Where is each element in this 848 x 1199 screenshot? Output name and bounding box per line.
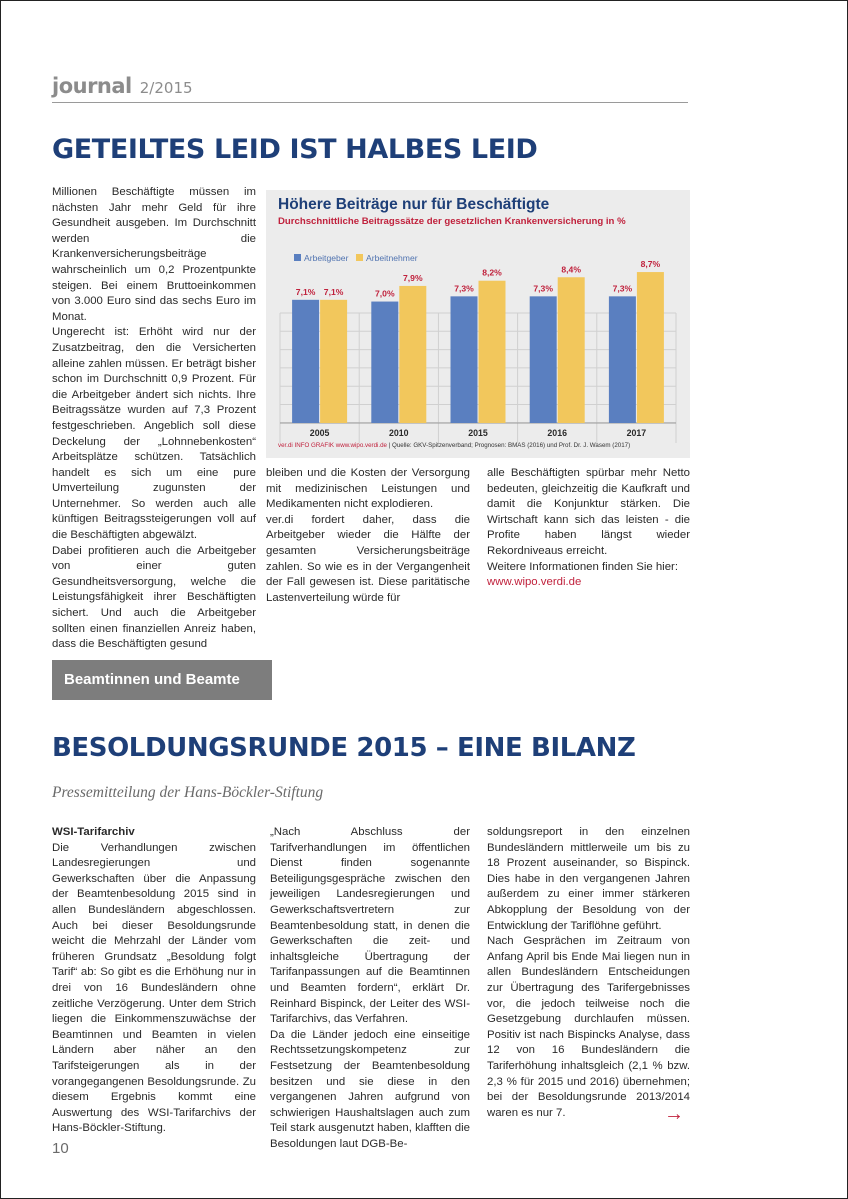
chart-source-text: Quelle: GKV-Spitzenverband; Prognosen: BMAS (2016) und Prof. Dr. J. Wasem (2017) bbox=[392, 442, 631, 449]
bar-arbeitnehmer-2017 bbox=[637, 272, 664, 423]
bar-arbeitgeber-2017 bbox=[609, 296, 636, 423]
data-label: 7,3% bbox=[533, 283, 553, 294]
paragraph: soldungsreport in den einzelnen Bundesländern mittlerweile um bis zu 18 Prozent auseinander, so Bispinck. Dies habe in den vergangenen Jahren außerdem zu einer immer stärkeren Abkopplung der Besoldung von der Entwicklung der Tariflöhne geführt. bbox=[487, 826, 690, 932]
bar-arbeitgeber-2010 bbox=[371, 302, 398, 423]
paragraph: ver.di fordert daher, dass die Arbeitgeber wieder die Hälfte der gesamten Versicherungsbeiträge zahlen. So wie es in der Vergangenheit der Fall gewesen ist. Diese paritätische Lastenverteilung würde für bbox=[266, 513, 470, 604]
chart-title: Höhere Beiträge nur für Beschäftigte bbox=[278, 196, 550, 213]
data-label: 8,7% bbox=[640, 259, 661, 270]
bar-arbeitgeber-2015 bbox=[451, 296, 478, 423]
data-label: 7,3% bbox=[454, 283, 474, 294]
data-label: 7,1% bbox=[295, 286, 316, 297]
wipo-link[interactable]: www.wipo.verdi.de bbox=[487, 576, 582, 589]
page-number: 10 bbox=[52, 1140, 69, 1157]
data-label: 7,9% bbox=[403, 272, 423, 283]
bar-arbeitgeber-2005 bbox=[292, 300, 319, 423]
article-title: GETEILTES LEID IST HALBES LEID bbox=[52, 134, 538, 165]
x-tick-label: 2017 bbox=[626, 428, 647, 438]
bar-arbeitnehmer-2005 bbox=[320, 300, 347, 423]
article-subtitle: Pressemitteilung der Hans-Böckler-Stiftung bbox=[52, 784, 324, 801]
data-label: 7,3% bbox=[612, 283, 633, 294]
journal-header bbox=[52, 74, 688, 103]
paragraph: Da die Länder jedoch eine einseitige Rechtssetzungskompetenz zur Festsetzung der Beamtenbesoldung besitzen und sie diese in den vergangenen Jahren aufgrund von schwierigen Haushaltslagen auch zum Teil stark ausgenutzt haben, klafften die Besoldungen laut DGB-Be- bbox=[270, 1028, 470, 1150]
legend-label: Arbeitgeber bbox=[304, 253, 349, 263]
x-tick-label: 2010 bbox=[389, 428, 409, 438]
chart-source-url: ver.di INFO GRAFIK www.wipo.verdi.de bbox=[278, 442, 387, 449]
section-label: Beamtinnen und Beamte bbox=[52, 660, 272, 700]
article-column-3 bbox=[487, 825, 690, 1121]
article-column-1 bbox=[52, 185, 256, 653]
data-label: 8,2% bbox=[482, 267, 502, 278]
chart-source: ver.di INFO GRAFIK www.wipo.verdi.de | Quelle: GKV-Spitzenverband; Prognosen: BMAS (2016) und Prof. Dr. J. Wasem (2017) bbox=[278, 442, 631, 449]
chart-plot bbox=[266, 190, 690, 458]
paragraph: bleiben und die Kosten der Versorgung mit medizinischen Leistungen und Medikamenten nicht explodieren. bbox=[266, 467, 470, 511]
article-column-1 bbox=[52, 825, 256, 1137]
bar-arbeitgeber-2016 bbox=[530, 296, 557, 423]
subheading: WSI-Tarifarchiv bbox=[52, 826, 135, 838]
data-label: 7,1% bbox=[323, 286, 344, 297]
paragraph: Dabei profitieren auch die Arbeitgeber von einer guten Gesundheitsversorgung, welche die Leistungsfähigkeit ihrer Beschäftigten sichert. Und auch die Arbeitgeber sollten einen finanziellen Anreiz haben, dass die Beschäftigten gesund bbox=[52, 544, 256, 651]
more-info-text: Weitere Informationen finden Sie hier: bbox=[487, 560, 679, 573]
paragraph: Die Verhandlungen zwischen Landesregierungen und Gewerkschaften über die Anpassung der Beamtenbesoldung 2015 sind in allen Bundesländern abgeschlossen. Auch bei dieser Besoldungsrunde weicht die Mehrzahl der Länder vom früheren Grundsatz „Besoldung folgt Tarif“ ab: So gibt es die Erhöhung nur in drei von 16 Bundesländern ohne zeitliche Verzögerung. Unter dem Strich liegen die Einkommenszuwächse der Beamtinnen und Beamten in vielen Ländern aber näher an den Tarifsteigerungen als in der vorangegangenen Besoldungsrunde. Zu diesem Ergebnis kommt eine Auswertung des WSI-Tarifarchivs der Hans-Böckler-Stiftung. bbox=[52, 841, 256, 1135]
paragraph: alle Beschäftigten spürbar mehr Netto bedeuten, gleichzeitig die Kaufkraft und damit die Konjunktur stärken. Die Wirtschaft kann sich das leisten - die Profite haben längst wieder Rekordniveaus erreicht. bbox=[487, 467, 690, 557]
paragraph: Ungerecht ist: Erhöht wird nur der Zusatzbeitrag, den die Versicherten alleine zahlen müssen. Er beträgt bisher schon im Durchschnitt 0,9 Prozent. Für die Arbeitgeber ändert sich nichts. Ihre Beitragssätze wurden auf 7,3 Prozent festgeschrieben. Angeblich soll diese Deckelung der „Lohnnebenkosten“ Arbeitsplätze schützen. Tatsächlich handelt es sich um eine pure Umverteilung zugunsten der Unternehmer. So werden auch alle künftigen Beitragssteigerungen voll auf die Beschäftigten abgewälzt. bbox=[52, 326, 256, 542]
article-title: BESOLDUNGSRUNDE 2015 – EINE BILANZ bbox=[52, 733, 636, 763]
data-label: 8,4% bbox=[561, 264, 581, 275]
chart-subtitle: Durchschnittliche Beitragssätze der gesetzlichen Krankenversicherung in % bbox=[278, 216, 626, 227]
bar-arbeitnehmer-2010 bbox=[399, 286, 426, 423]
paragraph: Millionen Beschäftigte müssen im nächsten Jahr mehr Geld für ihre Gesundheit ausgeben. Im Durchschnitt werden die Krankenversicherungsbeiträge wahrscheinlich um 0,2 Prozentpunkte steigen. Bei einem Bruttoeinkommen von 3.000 Euro sind das sechs Euro im Monat. bbox=[52, 186, 256, 323]
continue-arrow-icon: → bbox=[664, 1103, 684, 1125]
contribution-chart bbox=[266, 190, 690, 458]
article-column-2 bbox=[270, 825, 470, 1152]
article-column-2 bbox=[266, 466, 470, 606]
paragraph: Nach Gesprächen im Zeitraum von Anfang April bis Ende Mai liegen nun in allen Bundesländern Entscheidungen zur Übertragung des Tarifergebnisses vor, die jedoch teilweise noch die Gesetzgebung durchlaufen müssen. Positiv ist nach Bispincks Analyse, dass 12 von 16 Bundesländern die Tariferhöhung inhaltsgleich (2,1 % bzw. 2,3 % für 2015 und 2016) übernehmen; bei der Besoldungsrunde 2013/2014 waren es nur 7. bbox=[487, 935, 690, 1119]
legend-label: Arbeitnehmer bbox=[366, 253, 418, 263]
x-tick-label: 2005 bbox=[309, 428, 330, 438]
journal-name: journal bbox=[52, 74, 132, 98]
paragraph: „Nach Abschluss der Tarifverhandlungen im öffentlichen Dienst finden sogenannte Beteiligungsgespräche zwischen den jeweiligen Landesregierungen und Gewerkschaftsvertretern zur Beamtenbesoldung statt, in denen die Gewerkschaften die zeit- und inhaltsgleiche Übertragung der Tarifanpassungen auf die Beamtinnen und Beamten fordern“, erklärt Dr. Reinhard Bispinck, der Leiter des WSI-Tarifarchivs, das Verfahren. bbox=[270, 826, 470, 1026]
issue-number: 2/2015 bbox=[139, 79, 193, 97]
x-tick-label: 2015 bbox=[468, 428, 488, 438]
x-tick-label: 2016 bbox=[547, 428, 567, 438]
data-label: 7,0% bbox=[375, 288, 395, 299]
article-column-3 bbox=[487, 466, 690, 591]
bar-arbeitnehmer-2016 bbox=[558, 277, 585, 423]
bar-arbeitnehmer-2015 bbox=[479, 281, 506, 423]
